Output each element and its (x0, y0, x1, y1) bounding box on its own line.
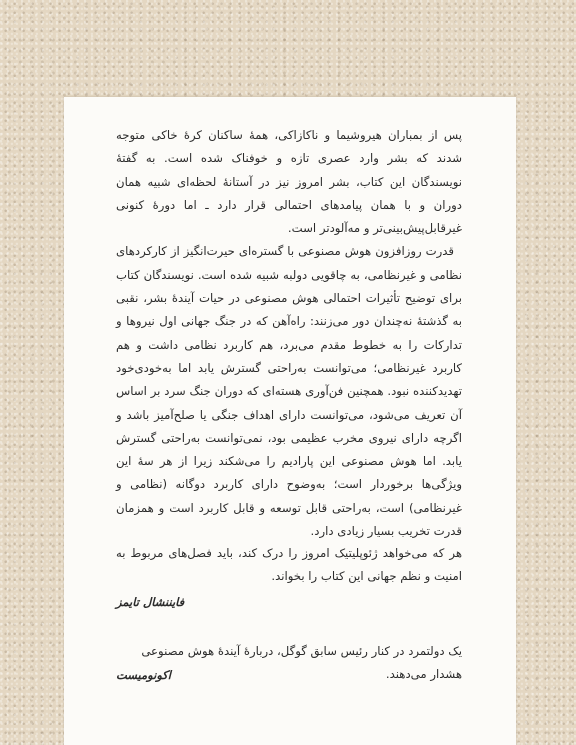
review-quote-1: هر که می‌خواهد ژئوپلیتیک امروز را درک کند، باید فصل‌های مربوط به امنیت و نظم جهانی این کتاب را بخواند. (116, 546, 462, 584)
back-cover-content (116, 97, 462, 745)
blurb-text (116, 124, 462, 543)
review-source-1: فایننشال تایمز (116, 595, 185, 609)
blurb-paragraph-2: قدرت روزافزون هوش مصنوعی با گستره‌ای حیرت‌انگیز از کارکردهای نظامی و غیرنظامی، به چاقویی دولبه شبیه شده است. نویسندگان کتاب برای توضیح تأثیرات احتمالی هوش مصنوعی در حیات آیندهٔ بشر، نقبی به گذشتهٔ نه‌چندان دور می‌زنند: راه‌آهن که در جنگ جهانی اول نیروها و تدارکات را به خطوط مقدم می‌برد، هم کاربرد نظامی داشت و هم کاربرد غیرنظامی؛ می‌توانست به‌راحتی گسترش یابد اما به‌خودی‌خود تهدیدکننده نبود. همچنین فن‌آوری هسته‌ای که دوران جنگ سرد بر اساس آن تعریف می‌شود، می‌توانست دارای اهداف جنگی یا صلح‌آمیز باشد و اگرچه دارای نیروی مخرب عظیمی بود، نمی‌توانست به‌راحتی گسترش یابد. اما هوش مصنوعی این پارادیم را می‌شکند زیرا از هر سهٔ این ویژگی‌ها برخوردار است؛ به‌وضوح دارای کاربرد دوگانه (نظامی و غیرنظامی) است، به‌راحتی قابل توسعه و قابل کاربرد است و همزمان قدرت تخریب بسیار زیادی دارد. (116, 244, 462, 539)
review-source-2: اکونومیست (116, 668, 171, 682)
back-cover-card (64, 97, 516, 745)
blurb-paragraph-1: پس از بمباران هیروشیما و ناکازاکی، همهٔ ساکنان کرهٔ خاکی متوجه شدند که بشر وارد عصری تازه و خوفناک شده است. به گفتهٔ نویسندگان این کتاب، بشر امروز نیز در آستانهٔ لحظه‌ای شبیه همان دوران و با همان پیامدهای احتمالی قرار دارد ـ اما دورهٔ کنونی غیرقابل‌پیش‌بینی‌تر و مه‌آلودتر است. (116, 128, 462, 236)
review-quote-2: یک دولتمرد در کنار رئیس سابق گوگل، دربارهٔ آیندهٔ هوش مصنوعی هشدار می‌دهند. (141, 644, 462, 682)
